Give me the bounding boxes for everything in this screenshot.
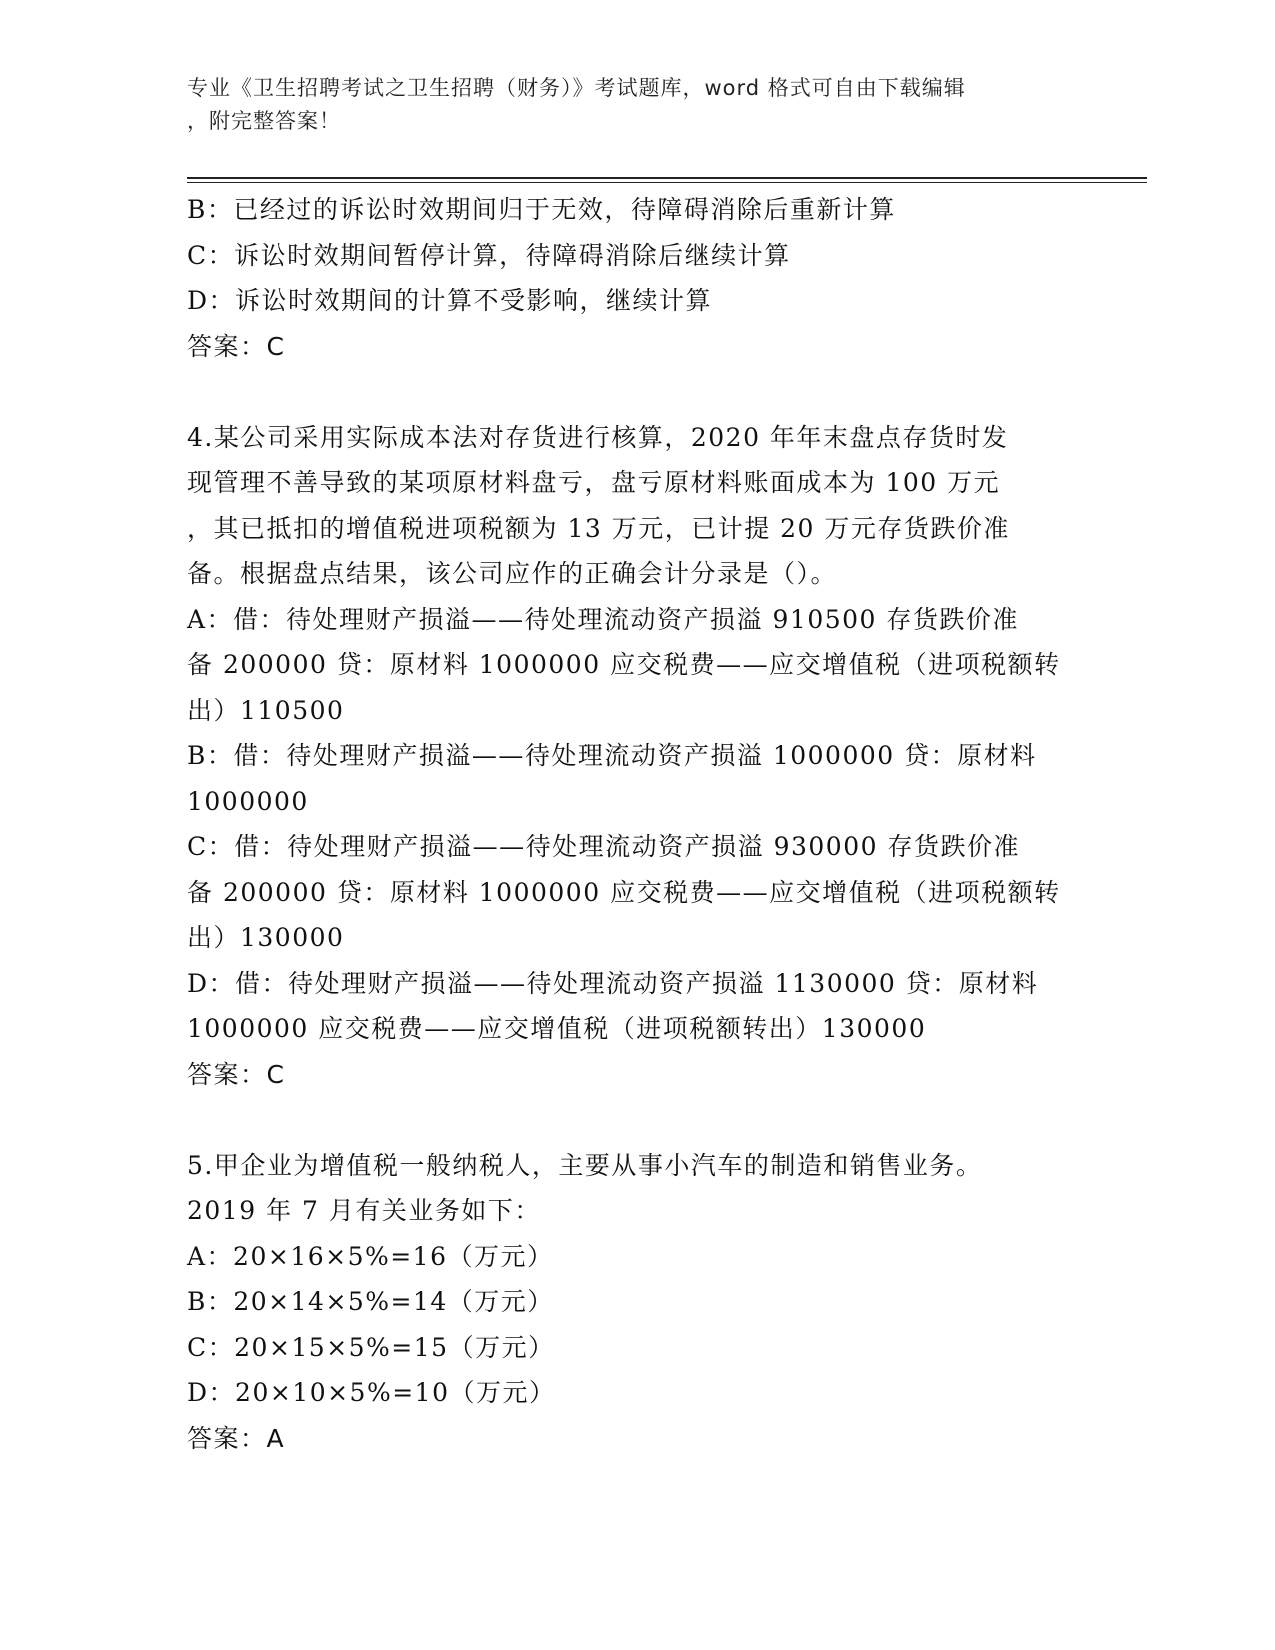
q4-option-a: 备 200000 贷：原材料 1000000 应交税费——应交增值税（进项税额转 (187, 650, 1061, 679)
header-divider-thin (187, 182, 1147, 183)
spacer (187, 1097, 1087, 1143)
spacer (187, 369, 1087, 415)
q3-option-b: B：已经过的诉讼时效期间归于无效，待障碍消除后重新计算 (187, 195, 896, 224)
q4-option-c: 备 200000 贷：原材料 1000000 应交税费——应交增值税（进项税额转 (187, 877, 1061, 907)
q5-stem-line: 5.甲企业为增值税一般纳税人，主要从事小汽车的制造和销售业务。 (187, 1150, 983, 1180)
q5-answer: 答案：A (187, 1423, 286, 1453)
q5-option-a: A：20×16×5%=16（万元） (187, 1241, 554, 1271)
q4-stem-line: 备。根据盘点结果，该公司应作的正确会计分录是（）。 (187, 559, 838, 588)
q5-option-c: C：20×15×5%=15（万元） (187, 1332, 555, 1362)
q4-stem-line: 现管理不善导致的某项原材料盘亏，盘亏原材料账面成本为 100 万元 (187, 468, 1001, 497)
q4-stem-line: ，其已抵扣的增值税进项税额为 13 万元，已计提 20 万元存货跌价准 (187, 513, 1010, 543)
q4-stem-line: 4.某公司采用实际成本法对存货进行核算，2020 年年末盘点存货时发 (187, 422, 1009, 452)
q4-option-c: C：借：待处理财产损溢——待处理流动资产损溢 930000 存货跌价准 (187, 832, 1020, 861)
question-5 (187, 1143, 1087, 1462)
q4-answer: 答案：C (187, 1059, 286, 1089)
q3-option-d: D：诉讼时效期间的计算不受影响，继续计算 (187, 286, 713, 315)
q5-stem-line: 2019 年 7 月有关业务如下： (187, 1196, 541, 1225)
question-4 (187, 415, 1087, 1098)
document-header (187, 72, 1067, 138)
q5-option-b: B：20×14×5%=14（万元） (187, 1287, 554, 1316)
q4-option-d: 1000000 应交税费——应交增值税（进项税额转出）130000 (187, 1014, 927, 1043)
q3-option-c: C：诉讼时效期间暂停计算，待障碍消除后继续计算 (187, 240, 791, 270)
q4-option-a: A：借：待处理财产损溢——待处理流动资产损溢 910500 存货跌价准 (187, 604, 1019, 634)
document-body (187, 187, 1087, 1461)
header-line-2: ，附完整答案！ (187, 109, 341, 133)
q5-option-d: D：20×10×5%=10（万元） (187, 1378, 556, 1407)
q4-option-b: B：借：待处理财产损溢——待处理流动资产损溢 1000000 贷：原材料 (187, 741, 1037, 770)
q4-option-b: 1000000 (187, 786, 309, 816)
q3-answer: 答案：C (187, 331, 286, 361)
q4-option-a: 出）110500 (187, 695, 345, 725)
header-divider-thick (187, 177, 1147, 179)
q4-option-d: D：借：待处理财产损溢——待处理流动资产损溢 1130000 贷：原材料 (187, 968, 1039, 998)
q4-option-c: 出）130000 (187, 923, 345, 952)
header-line-1: 专业《卫生招聘考试之卫生招聘（财务）》考试题库，word 格式可自由下载编辑 (187, 76, 966, 100)
question-3 (187, 187, 1087, 369)
